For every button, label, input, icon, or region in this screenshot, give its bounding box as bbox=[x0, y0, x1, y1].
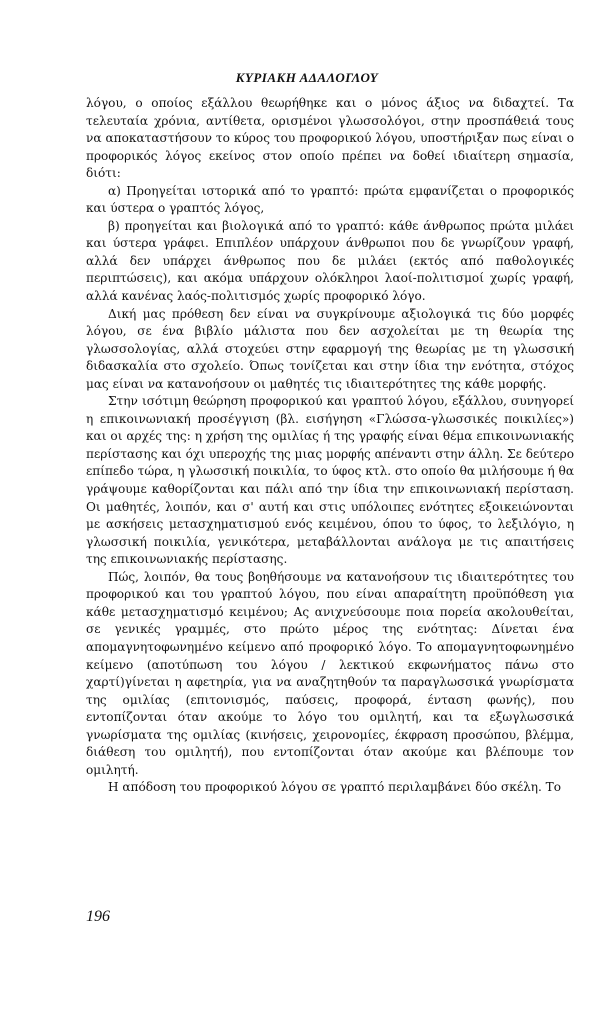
paragraph: Η απόδοση του προφορικού λόγου σε γραπτό περιλαμβάνει δύο σκέλη. Το bbox=[108, 780, 562, 795]
paragraph: Πώς, λοιπόν, θα τους βοηθήσουμε να κατανοήσουν τις ιδιαιτερότητες του προφορικού και του γραπτού λόγου, που είναι απαραίτητη προϋπόθεση για κάθε μετασχηματισμό κειμένου; Ας ανιχνεύσουμε ποια πορεία ακολουθείται, σε γενικές γραμμές, στο πρώτο μέρος της ενότητας: Δίνεται ένα απομαγνητοφωνημένο κείμενο από προφορικό λόγο. Το απομαγνητοφωνημένο κείμενο (αποτύπωση του λόγου / λεκτικού εκφωνήματος πάνω στο χαρτί)γίνεται η αφετηρία, για να αναζητηθούν τα παραγλωσσικά γνωρίσματα της ομιλίας (επιτονισμός, παύσεις, προφορά, ένταση φωνής), που εντοπίζονται όταν ακούμε το λόγο του ομιλητή, και τα εξωγλωσσικά γνωρίσματα της ομιλίας (κινήσεις, χειρονομίες, έκφραση προσώπου, βλέμμα, διάθεση του ομιλητή), που εντοπίζονται όταν ακούμε και βλέπουμε τον ομιλητή. bbox=[86, 569, 574, 777]
paragraph: α) Προηγείται ιστορικά από το γραπτό: πρώτα εμφανίζεται ο προφορικός και ύστερα ο γραπτός λόγος, bbox=[86, 183, 574, 216]
running-header: ΚΥΡΙΑΚΗ ΑΔΑΛΟΓΛΟΥ bbox=[235, 70, 379, 85]
page-number: 196 bbox=[86, 908, 110, 925]
paragraph: λόγου, ο οποίος εξάλλου θεωρήθηκε και ο μόνος άξιος να διδαχτεί. Τα τελευταία χρόνια, αντίθετα, ορισμένοι γλωσσολόγοι, στην προσπάθειά τους να αποκαταστήσουν το κύρος του προφορικού λόγου, υποστήριξαν πως είναι ο προφορικός λόγος εκείνος στον οποίο πρέπει να δοθεί ιδιαίτερη σημασία, διότι: bbox=[86, 96, 574, 181]
paragraph: Στην ισότιμη θεώρηση προφορικού και γραπτού λόγου, εξάλλου, συνηγορεί η επικοινωνιακή προσέγγιση (βλ. εισήγηση «Γλώσσα-γλωσσικές ποικιλίες») και οι αρχές της: η χρήση της ομιλίας ή της γραφής είναι θέμα επικοινωνιακής περίστασης και όχι υπεροχής της μιας μορφής απέναντι στην άλλη. Σε δεύτερο επίπεδο τώρα, η γλωσσική ποικιλία, το ύφος κτλ. στο οποίο θα μιλήσουμε ή θα γράψουμε καθορίζονται και πάλι από την ίδια την επικοινωνιακή περίσταση. Οι μαθητές, λοιπόν, και σ' αυτή και στις υπόλοιπες ενότητες εξοικειώνονται με ασκήσεις μετασχηματισμού ενός κειμένου, όπου το ύφος, το λεξιλόγιο, η γλωσσική ποικιλία, γενικότερα, μεταβάλλονται ανάλογα με τις απαιτήσεις της επικοινωνιακής περίστασης. bbox=[86, 394, 574, 567]
body-text bbox=[86, 95, 574, 797]
paragraph: Δική μας πρόθεση δεν είναι να συγκρίνουμε αξιολογικά τις δύο μορφές λόγου, σε ένα βιβλίο μάλιστα που δεν ασχολείται με τη θεωρία της γλωσσολογίας, αλλά στοχεύει στην εφαρμογή της θεωρίας με τη γλωσσική διδασκαλία στο σχολείο. Όπως τονίζεται και στην ίδια την ενότητα, στόχος μας είναι να κατανοήσουν οι μαθητές τις ιδιαιτερότητες της κάθε μορφής. bbox=[86, 306, 574, 391]
paragraph: β) προηγείται και βιολογικά από το γραπτό: κάθε άνθρωπος πρώτα μιλάει και ύστερα γράφει. Επιπλέον υπάρχουν άνθρωποι που δε γνωρίζουν γραφή, αλλά δεν υπάρχει άνθρωπος που δε μιλάει (εκτός από παθολογικές περιπτώσεις), και ακόμα υπάρχουν ολόκληροι λαοί-πολιτισμοί χωρίς γραφή, αλλά κανένας λαός-πολιτισμός χωρίς προφορικό λόγο. bbox=[86, 218, 574, 304]
